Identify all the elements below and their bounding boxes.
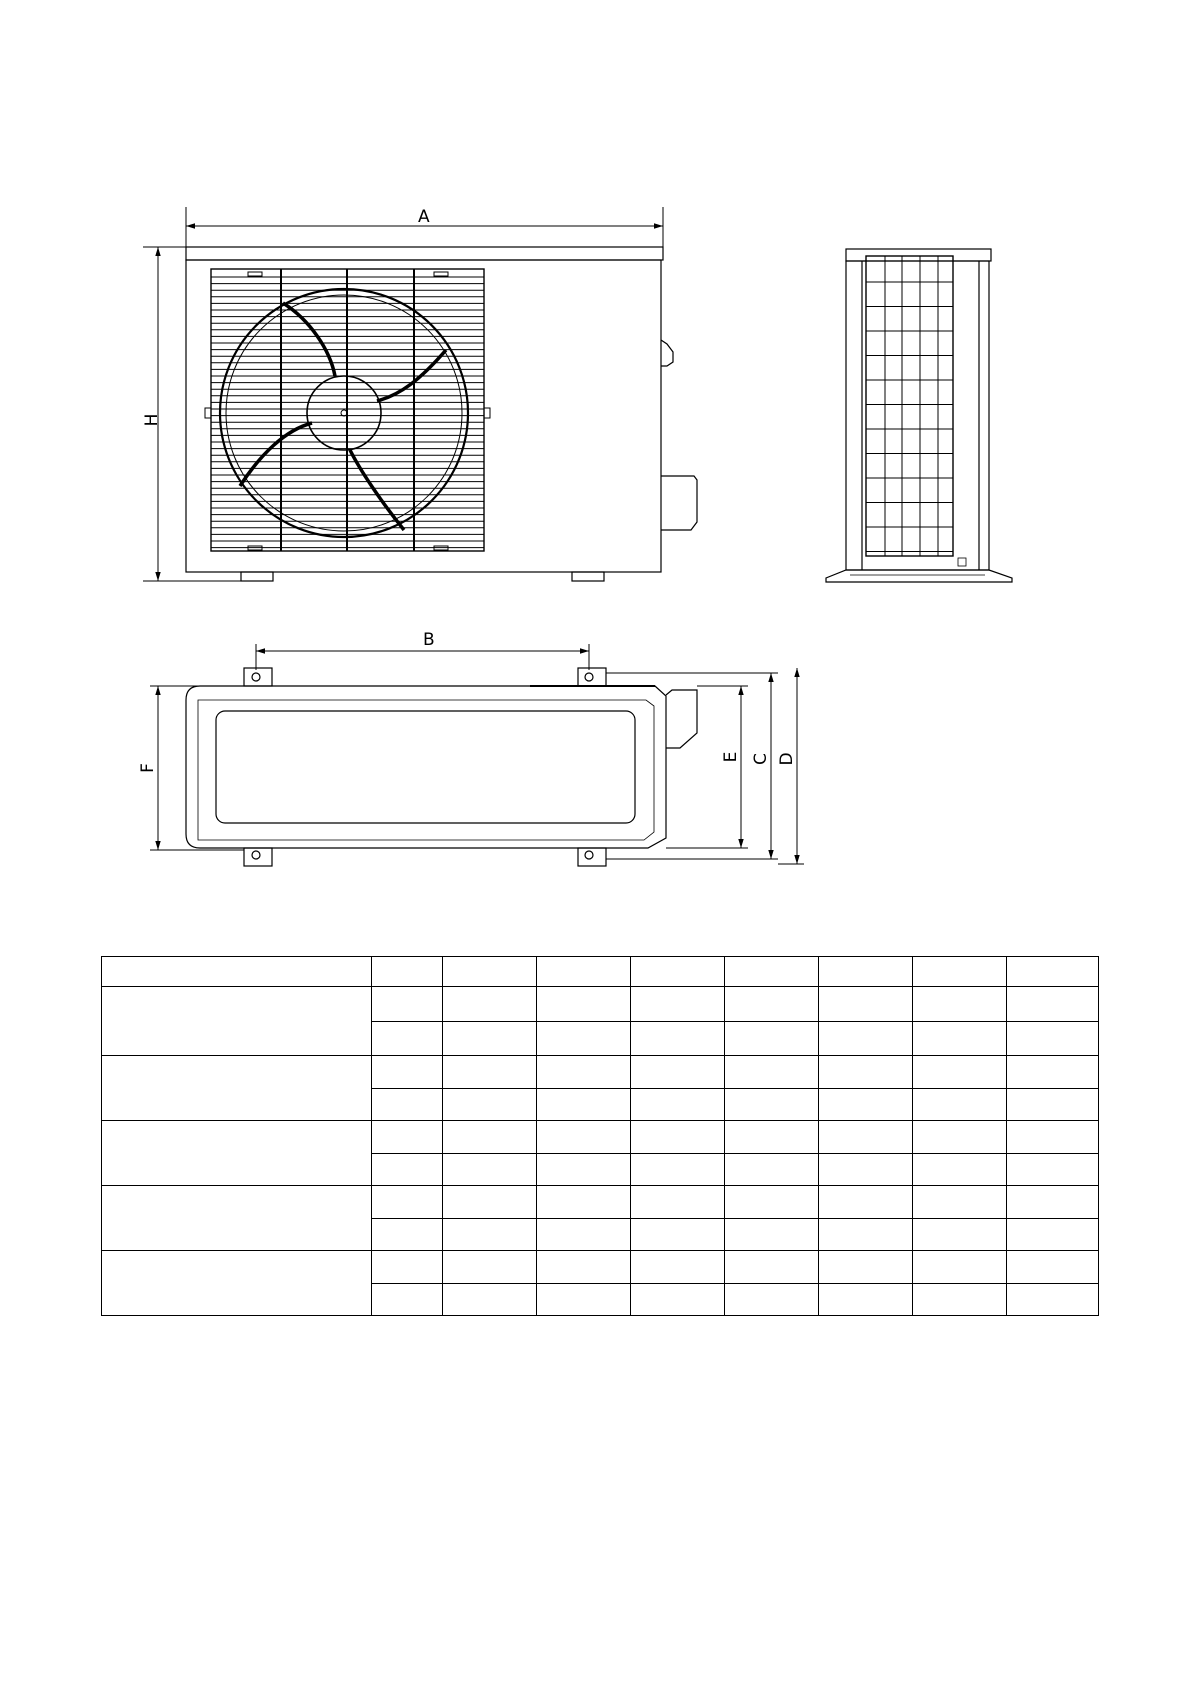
value-cell bbox=[537, 1056, 631, 1089]
dimension-label-b: B bbox=[423, 630, 435, 650]
value-cell bbox=[443, 1021, 537, 1056]
front-foot-left bbox=[241, 572, 273, 581]
front-view bbox=[186, 247, 697, 581]
value-cell bbox=[443, 1088, 537, 1121]
value-cell bbox=[631, 1021, 725, 1056]
value-cell bbox=[537, 1283, 631, 1316]
header-cell bbox=[537, 957, 631, 987]
mounting-bracket bbox=[244, 668, 272, 686]
value-cell bbox=[1007, 1186, 1099, 1219]
value-cell bbox=[372, 1186, 443, 1219]
value-cell bbox=[819, 1218, 913, 1251]
value-cell bbox=[1007, 1218, 1099, 1251]
dimension-c bbox=[606, 673, 778, 859]
value-cell bbox=[725, 1088, 819, 1121]
front-top-cover bbox=[186, 247, 663, 260]
value-cell bbox=[725, 1153, 819, 1186]
value-cell bbox=[913, 987, 1007, 1022]
dimension-label-f: F bbox=[138, 763, 158, 773]
dimension-label-d: D bbox=[777, 752, 797, 766]
value-cell bbox=[913, 1121, 1007, 1154]
header-cell bbox=[819, 957, 913, 987]
top-valve-box bbox=[666, 690, 697, 748]
side-top-cover bbox=[846, 249, 991, 261]
value-cell bbox=[443, 1218, 537, 1251]
value-cell bbox=[631, 1121, 725, 1154]
value-cell bbox=[537, 1218, 631, 1251]
group-name-cell bbox=[102, 1056, 372, 1121]
table-header-row bbox=[102, 957, 1099, 987]
value-cell bbox=[631, 1153, 725, 1186]
value-cell bbox=[631, 1088, 725, 1121]
value-cell bbox=[725, 987, 819, 1022]
value-cell bbox=[725, 1218, 819, 1251]
value-cell bbox=[372, 1056, 443, 1089]
table-row bbox=[102, 987, 1099, 1022]
value-cell bbox=[1007, 1021, 1099, 1056]
group-name-cell bbox=[102, 1186, 372, 1251]
value-cell bbox=[537, 1021, 631, 1056]
header-cell bbox=[372, 957, 443, 987]
value-cell bbox=[443, 1251, 537, 1284]
value-cell bbox=[631, 1056, 725, 1089]
top-view bbox=[186, 668, 697, 866]
front-foot-right bbox=[572, 572, 604, 581]
value-cell bbox=[537, 1088, 631, 1121]
value-cell bbox=[725, 1021, 819, 1056]
value-cell bbox=[913, 1153, 1007, 1186]
value-cell bbox=[372, 1153, 443, 1186]
fan-blade bbox=[283, 303, 335, 376]
value-cell bbox=[1007, 1251, 1099, 1284]
table-row bbox=[102, 1186, 1099, 1219]
fan-blade bbox=[240, 423, 312, 486]
value-cell bbox=[819, 1121, 913, 1154]
table-row bbox=[102, 1121, 1099, 1154]
value-cell bbox=[913, 1251, 1007, 1284]
dimension-label-c: C bbox=[751, 753, 771, 765]
value-cell bbox=[537, 987, 631, 1022]
group-name-cell bbox=[102, 1251, 372, 1316]
value-cell bbox=[372, 1088, 443, 1121]
value-cell bbox=[1007, 1153, 1099, 1186]
header-cell bbox=[725, 957, 819, 987]
value-cell bbox=[819, 1021, 913, 1056]
value-cell bbox=[1007, 1283, 1099, 1316]
fan-grille bbox=[205, 269, 490, 551]
dimension-label-a: A bbox=[418, 207, 430, 227]
value-cell bbox=[372, 987, 443, 1022]
value-cell bbox=[537, 1153, 631, 1186]
side-base bbox=[826, 570, 1012, 582]
value-cell bbox=[725, 1121, 819, 1154]
value-cell bbox=[725, 1251, 819, 1284]
top-fan-recess bbox=[216, 711, 635, 823]
value-cell bbox=[372, 1218, 443, 1251]
header-cell bbox=[913, 957, 1007, 987]
value-cell bbox=[819, 1056, 913, 1089]
value-cell bbox=[725, 1056, 819, 1089]
value-cell bbox=[372, 1121, 443, 1154]
table-row bbox=[102, 1251, 1099, 1284]
value-cell bbox=[443, 1153, 537, 1186]
value-cell bbox=[819, 1186, 913, 1219]
value-cell bbox=[913, 1218, 1007, 1251]
value-cell bbox=[913, 1186, 1007, 1219]
value-cell bbox=[819, 987, 913, 1022]
service-valve-upper bbox=[661, 340, 673, 366]
dimension-e bbox=[666, 686, 748, 848]
value-cell bbox=[372, 1283, 443, 1316]
service-valve-lower bbox=[661, 476, 697, 530]
header-cell bbox=[443, 957, 537, 987]
value-cell bbox=[537, 1121, 631, 1154]
fan-hub bbox=[307, 376, 381, 450]
group-name-cell bbox=[102, 1121, 372, 1186]
value-cell bbox=[537, 1186, 631, 1219]
side-coil bbox=[866, 256, 953, 556]
value-cell bbox=[631, 1186, 725, 1219]
value-cell bbox=[631, 987, 725, 1022]
value-cell bbox=[725, 1283, 819, 1316]
value-cell bbox=[443, 1283, 537, 1316]
side-view bbox=[826, 249, 1012, 582]
group-name-cell bbox=[102, 987, 372, 1056]
value-cell bbox=[443, 1186, 537, 1219]
value-cell bbox=[1007, 1088, 1099, 1121]
value-cell bbox=[1007, 987, 1099, 1022]
value-cell bbox=[372, 1251, 443, 1284]
value-cell bbox=[443, 1121, 537, 1154]
value-cell bbox=[1007, 1056, 1099, 1089]
value-cell bbox=[372, 1021, 443, 1056]
value-cell bbox=[913, 1056, 1007, 1089]
dimension-label-h: H bbox=[142, 413, 162, 427]
side-cabinet bbox=[846, 261, 989, 570]
dimension-spec-table bbox=[101, 956, 1099, 1316]
value-cell bbox=[725, 1186, 819, 1219]
value-cell bbox=[631, 1283, 725, 1316]
mounting-bracket bbox=[578, 668, 606, 686]
header-cell bbox=[102, 957, 372, 987]
value-cell bbox=[443, 987, 537, 1022]
mounting-bracket bbox=[244, 848, 272, 866]
value-cell bbox=[819, 1088, 913, 1121]
value-cell bbox=[913, 1088, 1007, 1121]
value-cell bbox=[1007, 1121, 1099, 1154]
dimension-label-e: E bbox=[721, 751, 741, 763]
value-cell bbox=[537, 1251, 631, 1284]
table-row bbox=[102, 1056, 1099, 1089]
header-cell bbox=[1007, 957, 1099, 987]
value-cell bbox=[631, 1218, 725, 1251]
value-cell bbox=[819, 1283, 913, 1316]
value-cell bbox=[819, 1251, 913, 1284]
value-cell bbox=[913, 1021, 1007, 1056]
header-cell bbox=[631, 957, 725, 987]
value-cell bbox=[819, 1153, 913, 1186]
top-body-outline bbox=[186, 686, 666, 848]
value-cell bbox=[443, 1056, 537, 1089]
value-cell bbox=[913, 1283, 1007, 1316]
value-cell bbox=[631, 1251, 725, 1284]
